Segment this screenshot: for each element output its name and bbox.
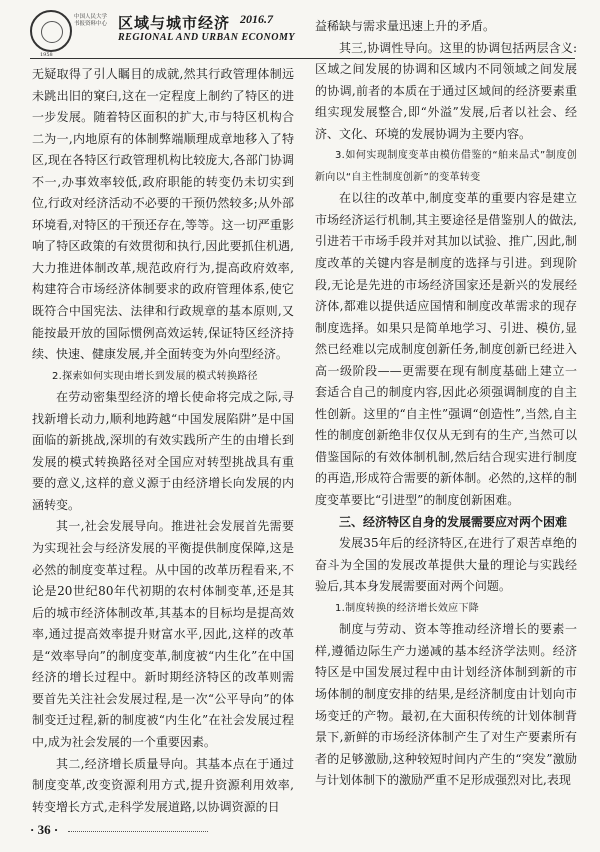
subheading: 2.探索如何实现由增长到发展的模式转换路径 [52,370,258,382]
paragraph: 在劳动密集型经济的增长使命将完成之际,寻找新增长动力,顺利地跨越“中国发展陷阱”是中国面临的新挑战,深圳的有效实践所产生的由增长到发展的模式转换路径对全国应对转型挑战具有重要的意义,这样的意义源于由经济增长向发展的内涵转变。 [32,390,294,512]
journal-logo-icon [30,10,72,52]
paragraph: 其一,社会发展导向。推进社会发展首先需要为实现社会与经济发展的平衡提供制度保障,这是必然的制度变革过程。从中国的改革历程看来,不论是20世纪80年代初期的农村体制变革,还是其后的城市经济体制改革,其基本的目标均是提高效率,通过提高效率提升财富水平,因此,这样的改革是“效率导向”的制度变革,制度被“内生化”在中国经济的增长过程中。新时期经济特区的改革则需要首先关注社会发展过程,是一次“公平导向”的体制变迁过程,新的制度被“内生化”在社会发展过程中,成为社会发展的一个重要因素。 [32,519,294,749]
logo-year: 1958 [40,52,53,58]
left-column [32,64,294,818]
paragraph: 制度与劳动、资本等推动经济增长的要素一样,遵循边际生产力递减的基本经济学法则。经济特区是中国发展过程中由计划经济体制到新的市场体制的制度安排的结果,是经济制度由计划向市场变迁的产物。最初,在大面积传统的计划体制背景下,新鲜的市场经济体制产生了对生产要素所有者的足够激励,这种较短时间内产生的“突发”激励与计划体制下的激励严重不足形成强烈对比,表现 [315,622,577,788]
page-number: · 36 · [30,822,59,837]
logo-org-text: 中国人民大学 书报资料中心 [74,14,108,27]
paragraph: 无疑取得了引人瞩目的成就,然其行政管理体制远未跳出旧的窠臼,这在一定程度上制约了特区的进一步发展。随着特区面积的扩大,市与特区机构合二为一,内地原有的体制弊端顺理成章地移入了特区,现在各特区行政管理机构比较庞大,各部门协调不一,办事效率较低,政府职能的转变仍未切实到位,行政对经济活动不必要的干预仍然较多;从外部环境看,对特区的干预还存在,等等。这一切严重影响了特区政策的有效贯彻和执行,因此要抓住机遇,大力推进体制改革,规范政府行为,提高政府效率,构建符合市场经济体制要求的政府管理体系,使它既符合中国宪法、法律和行政规章的基本原则,又能按最开放的国际惯例高效运转,保证特区经济持续、快速、健康发展,并全面转变为外向型经济。 [32,67,294,362]
journal-title: 区域与城市经济 [118,14,231,32]
footer-divider [68,831,208,832]
right-column [315,16,577,792]
section-heading: 三、经济特区自身的发展需要应对两个困难 [339,514,568,529]
paragraph: 其二,经济增长质量导向。其基本点在于通过制度变革,改变资源利用方式,提升资源利用效率,转变增长方式,走科学发展道路,以协调资源的日 [32,756,294,814]
paragraph: 发展35年后的经济特区,在进行了艰苦卓绝的奋斗为全国的发展改革提供大量的理论与实践经验后,其本身发展需要面对两个问题。 [315,536,577,594]
paragraph: 益稀缺与需求量迅速上升的矛盾。 [315,19,496,33]
journal-issue: 2016.7 [240,12,273,26]
page-footer [30,822,575,844]
subheading: 1.制度转换的经济增长效应下降 [335,602,480,614]
paragraph: 在以往的改革中,制度变革的重要内容是建立市场经济运行机制,其主要途径是借鉴别人的做法,引进若干市场手段并对其加以试验、推广,因此,制度改革的关键内容是制度的选择与引进。到现阶段,无论是先进的市场经济国家还是新兴的发展经济体,都难以提供适应国情和制度改革需求的现存制度选择。如果只是简单地学习、引进、模仿,显然已经难以完成制度创新任务,制度创新已经进入高一级阶段——更需要在现有制度基础上建立一套适合自己的制度内容,因此必须强调制度的自主性创新。这里的“自主性”强调“创造性”,当然,自主性的制度创新绝非仅仅从无到有的生产,当然可以借鉴国际的有效体制机制,然后结合现实进行制度的再造,形成符合需要的新体制。必然的,这样的制度变革要比“引进型”的制度创新困难。 [315,191,577,508]
journal-title-english: REGIONAL AND URBAN ECONOMY [118,32,296,43]
subheading: 3.如何实现制度变革由模仿借鉴的“舶来品式”制度创新向以“自主性制度创新”的变革转变 [315,150,577,183]
paragraph: 其三,协调性导向。这里的协调包括两层含义:区域之间发展的协调和区域内不同领域之间发展的协调,前者的本质在于通过区域间的经济要素重组实现发展整合,即“外溢”发展,后者以社会、经济、文化、环境的发展协调为主要内容。 [315,40,577,141]
